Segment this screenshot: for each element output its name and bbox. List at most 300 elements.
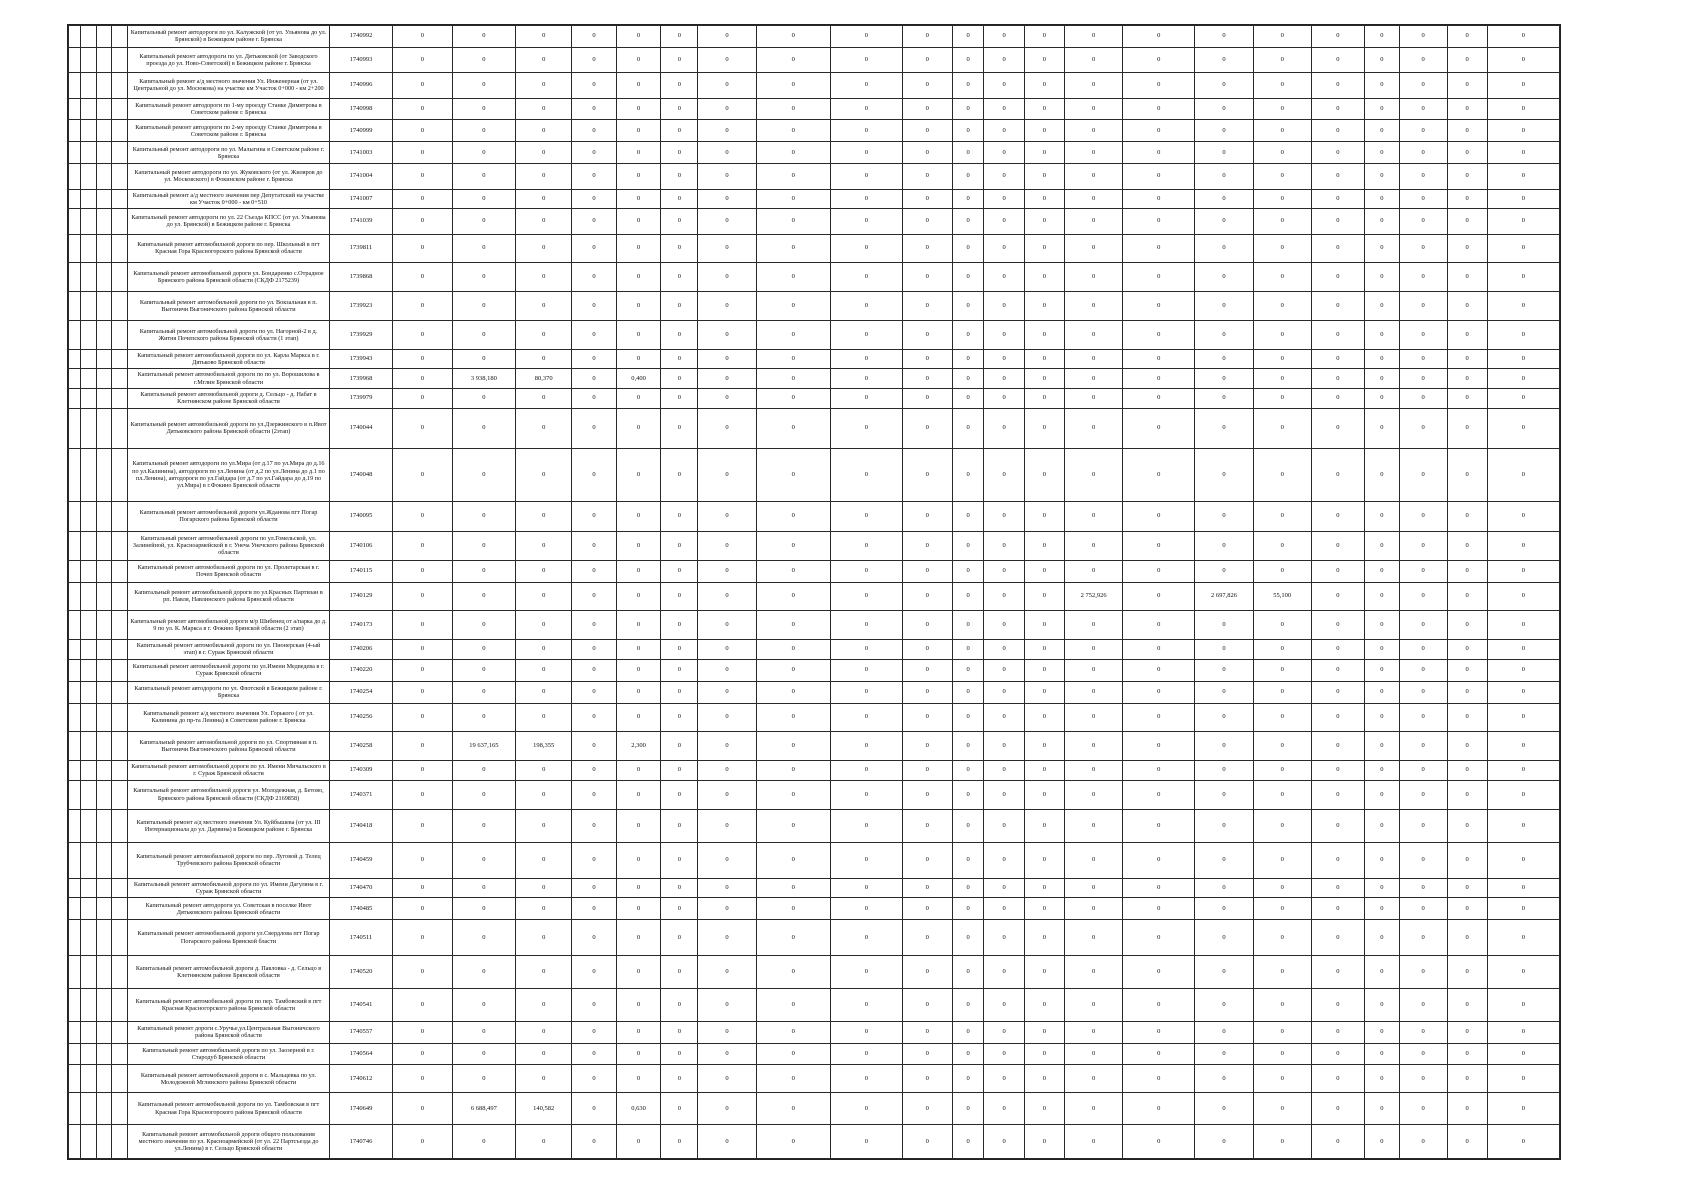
value-cell: 0 xyxy=(902,531,952,560)
value-cell: 0 xyxy=(616,189,661,209)
value-cell: 0 xyxy=(984,640,1024,660)
value-cell: 0 xyxy=(1024,1093,1064,1125)
value-cell: 0 xyxy=(1064,898,1122,920)
blank-cell xyxy=(80,189,96,209)
value-cell: 0 xyxy=(516,843,572,879)
blank-cell xyxy=(112,142,128,164)
value-cell: 0 xyxy=(661,681,698,703)
value-cell: 0 xyxy=(1253,843,1311,879)
value-cell: 0 xyxy=(1399,898,1447,920)
value-cell: 0 xyxy=(756,120,830,142)
table-row xyxy=(69,582,1560,611)
blank-cell xyxy=(80,703,96,732)
value-cell: 0 xyxy=(830,611,902,640)
value-cell: 0 xyxy=(1195,47,1253,72)
value-cell: 0 xyxy=(952,292,984,321)
value-cell: 0 xyxy=(1311,898,1364,920)
blank-cell xyxy=(80,320,96,349)
value-cell: 0 xyxy=(1064,809,1122,842)
value-cell: 0 xyxy=(984,732,1024,761)
value-cell: 0 xyxy=(1311,955,1364,988)
value-cell: 0 xyxy=(1487,1043,1559,1065)
value-cell: 0 xyxy=(1311,681,1364,703)
value-cell: 0 xyxy=(1364,732,1399,761)
blank-cell xyxy=(69,531,81,560)
value-cell: 0 xyxy=(1311,73,1364,98)
value-cell: 0 xyxy=(572,47,617,72)
blank-cell xyxy=(69,1021,81,1043)
value-cell: 0 xyxy=(1024,26,1064,48)
value-cell: 0 xyxy=(756,780,830,809)
blank-cell xyxy=(96,681,112,703)
value-cell: 0 xyxy=(1195,1065,1253,1093)
value-cell: 0 xyxy=(516,761,572,781)
value-cell: 0 xyxy=(1399,98,1447,120)
value-cell: 0 xyxy=(1364,531,1399,560)
blank-cell xyxy=(96,531,112,560)
value-cell: 0 xyxy=(572,142,617,164)
value-cell: 0 xyxy=(756,234,830,263)
value-cell: 0 xyxy=(452,120,516,142)
value-cell: 0 xyxy=(1364,73,1399,98)
value-cell: 0 xyxy=(952,1021,984,1043)
object-name-cell: Капитальный ремонт автомобильной дороги в с. Мальцевка по ул. Молодежной Мглинского района Брянской области xyxy=(128,1065,329,1093)
table-row xyxy=(69,209,1560,234)
value-cell: 0 xyxy=(902,611,952,640)
value-cell: 0 xyxy=(830,189,902,209)
value-cell: 0 xyxy=(1447,142,1487,164)
value-cell: 0 xyxy=(830,320,902,349)
value-cell: 0 xyxy=(1487,98,1559,120)
value-cell: 0 xyxy=(1447,560,1487,582)
object-code-cell: 1741003 xyxy=(329,142,393,164)
value-cell: 0 xyxy=(616,292,661,321)
value-cell: 0 xyxy=(1024,611,1064,640)
value-cell: 0 xyxy=(393,809,452,842)
value-cell: 0 xyxy=(1253,369,1311,389)
table-row xyxy=(69,349,1560,369)
value-cell: 0 xyxy=(1253,761,1311,781)
value-cell: 0 xyxy=(1487,369,1559,389)
value-cell: 0 xyxy=(1123,878,1195,898)
value-cell: 0 xyxy=(1024,681,1064,703)
value-cell: 0 xyxy=(572,189,617,209)
value-cell: 0 xyxy=(661,1125,698,1159)
value-cell: 0 xyxy=(616,955,661,988)
blank-cell xyxy=(69,448,81,501)
blank-cell xyxy=(112,164,128,189)
value-cell: 0 xyxy=(1487,1093,1559,1125)
value-cell: 0 xyxy=(661,761,698,781)
value-cell: 0 xyxy=(393,1021,452,1043)
value-cell: 0 xyxy=(952,681,984,703)
object-code-cell: 1740511 xyxy=(329,920,393,956)
value-cell: 0 xyxy=(1364,640,1399,660)
table-row xyxy=(69,98,1560,120)
blank-cell xyxy=(96,408,112,448)
value-cell: 0 xyxy=(756,1065,830,1093)
value-cell: 0 xyxy=(1064,388,1122,408)
value-cell: 0 xyxy=(698,1093,756,1125)
value-cell: 0 xyxy=(830,234,902,263)
value-cell: 0 xyxy=(830,142,902,164)
value-cell: 0 xyxy=(698,189,756,209)
value-cell: 0 xyxy=(1195,388,1253,408)
value-cell: 0 xyxy=(393,26,452,48)
object-name-cell: Капитальный ремонт автомобильной дороги по ул. Пролетарская в г. Почеп Брянской области xyxy=(128,560,329,582)
value-cell: 0 xyxy=(516,809,572,842)
value-cell: 0 xyxy=(1487,681,1559,703)
value-cell: 0 xyxy=(452,1125,516,1159)
value-cell: 0 xyxy=(952,640,984,660)
value-cell: 0 xyxy=(830,809,902,842)
blank-cell xyxy=(112,659,128,681)
table-row xyxy=(69,369,1560,389)
table-row xyxy=(69,189,1560,209)
value-cell: 0 xyxy=(902,142,952,164)
blank-cell xyxy=(69,582,81,611)
value-cell: 0 xyxy=(1195,263,1253,292)
value-cell: 0 xyxy=(1399,209,1447,234)
value-cell: 0 xyxy=(698,920,756,956)
value-cell: 0 xyxy=(902,761,952,781)
object-name-cell: Капитальный ремонт автомобильной дороги по по ул. Ворошилова в г.Мглин Брянской области xyxy=(128,369,329,389)
value-cell: 0 xyxy=(1487,703,1559,732)
value-cell: 0 xyxy=(902,898,952,920)
value-cell: 0 xyxy=(1195,732,1253,761)
blank-cell xyxy=(69,659,81,681)
value-cell: 0 xyxy=(1253,292,1311,321)
value-cell: 0 xyxy=(1399,611,1447,640)
value-cell: 0 xyxy=(1399,263,1447,292)
value-cell: 0 xyxy=(661,878,698,898)
value-cell: 0 xyxy=(756,388,830,408)
value-cell: 0 xyxy=(1123,611,1195,640)
value-cell: 0 xyxy=(661,73,698,98)
value-cell: 0 xyxy=(1064,878,1122,898)
value-cell: 0 xyxy=(616,1125,661,1159)
value-cell: 0 xyxy=(1487,659,1559,681)
value-cell: 0 xyxy=(830,560,902,582)
value-cell: 0 xyxy=(830,878,902,898)
value-cell: 0 xyxy=(952,1093,984,1125)
value-cell: 0 xyxy=(1311,878,1364,898)
blank-cell xyxy=(96,1021,112,1043)
blank-cell xyxy=(69,320,81,349)
value-cell: 0 xyxy=(661,349,698,369)
value-cell: 0 xyxy=(616,448,661,501)
value-cell: 0 xyxy=(756,703,830,732)
value-cell: 0 xyxy=(1253,809,1311,842)
value-cell: 0 xyxy=(1195,920,1253,956)
value-cell: 0 xyxy=(698,531,756,560)
value-cell: 0 xyxy=(1064,531,1122,560)
value-cell: 0 xyxy=(902,1125,952,1159)
value-cell: 0 xyxy=(1447,234,1487,263)
value-cell: 0 xyxy=(1195,209,1253,234)
value-cell: 0 xyxy=(1024,1021,1064,1043)
value-cell: 0 xyxy=(952,448,984,501)
value-cell: 0 xyxy=(1399,732,1447,761)
blank-cell xyxy=(96,120,112,142)
value-cell: 0 xyxy=(1311,989,1364,1021)
value-cell: 0 xyxy=(1487,189,1559,209)
value-cell: 0 xyxy=(830,448,902,501)
blank-cell xyxy=(80,531,96,560)
object-name-cell: Капитальный ремонт автодороги по ул.Мира (от д.17 по ул.Мира до д.16 по ул.Калинина), автодороги по ул.Ленина (от д.2 по ул.Ленина до д.1 по пл.Ленина), автодороги по ул.Гайдара (от д.7 по ул.Гайдара до д.19 по ул.Мира) в г.Фокино Брянской области xyxy=(128,448,329,501)
blank-cell xyxy=(80,1021,96,1043)
value-cell: 0 xyxy=(572,659,617,681)
value-cell: 0 xyxy=(516,780,572,809)
value-cell: 0 xyxy=(1253,989,1311,1021)
value-cell: 0 xyxy=(756,732,830,761)
value-cell: 0 xyxy=(1447,989,1487,1021)
blank-cell xyxy=(80,898,96,920)
blank-cell xyxy=(69,1065,81,1093)
value-cell: 0 xyxy=(984,388,1024,408)
value-cell: 0 xyxy=(661,1065,698,1093)
table-row xyxy=(69,408,1560,448)
value-cell: 0 xyxy=(698,408,756,448)
value-cell: 0 xyxy=(1399,1093,1447,1125)
value-cell: 0 xyxy=(1399,640,1447,660)
value-cell: 0 xyxy=(572,732,617,761)
value-cell: 0 xyxy=(830,681,902,703)
value-cell: 0 xyxy=(661,780,698,809)
value-cell: 0 xyxy=(984,1093,1024,1125)
value-cell: 0 xyxy=(1123,560,1195,582)
value-cell: 0 xyxy=(572,164,617,189)
value-cell: 0 xyxy=(1487,640,1559,660)
value-cell: 0 xyxy=(452,843,516,879)
value-cell: 0 xyxy=(572,611,617,640)
value-cell: 0 xyxy=(902,659,952,681)
blank-cell xyxy=(96,98,112,120)
value-cell: 0 xyxy=(393,263,452,292)
blank-cell xyxy=(96,388,112,408)
value-cell: 0 xyxy=(1447,611,1487,640)
value-cell: 6 688,497 xyxy=(452,1093,516,1125)
table-row xyxy=(69,703,1560,732)
blank-cell xyxy=(96,780,112,809)
value-cell: 0 xyxy=(1447,809,1487,842)
blank-cell xyxy=(96,989,112,1021)
value-cell: 0 xyxy=(1399,1043,1447,1065)
value-cell: 0 xyxy=(1123,142,1195,164)
blank-cell xyxy=(80,448,96,501)
blank-cell xyxy=(112,349,128,369)
value-cell: 0 xyxy=(1364,560,1399,582)
blank-cell xyxy=(80,26,96,48)
value-cell: 0 xyxy=(616,681,661,703)
value-cell: 0 xyxy=(952,611,984,640)
value-cell: 0 xyxy=(452,448,516,501)
blank-cell xyxy=(112,73,128,98)
value-cell: 0 xyxy=(952,26,984,48)
blank-cell xyxy=(69,611,81,640)
value-cell: 0 xyxy=(1311,448,1364,501)
value-cell: 0 xyxy=(902,120,952,142)
blank-cell xyxy=(96,659,112,681)
value-cell: 0 xyxy=(572,234,617,263)
value-cell: 0 xyxy=(452,989,516,1021)
value-cell: 0 xyxy=(952,164,984,189)
value-cell: 0 xyxy=(1399,1021,1447,1043)
blank-cell xyxy=(96,263,112,292)
value-cell: 0 xyxy=(572,1065,617,1093)
value-cell: 0 xyxy=(1364,448,1399,501)
value-cell: 0 xyxy=(698,898,756,920)
value-cell: 0 xyxy=(1253,1043,1311,1065)
value-cell: 0 xyxy=(661,120,698,142)
value-cell: 0 xyxy=(393,349,452,369)
value-cell: 0 xyxy=(1123,989,1195,1021)
value-cell: 0 xyxy=(698,263,756,292)
object-code-cell: 1740309 xyxy=(329,761,393,781)
value-cell: 0 xyxy=(516,659,572,681)
blank-cell xyxy=(96,898,112,920)
value-cell: 0 xyxy=(1123,47,1195,72)
value-cell: 0 xyxy=(1311,292,1364,321)
value-cell: 0 xyxy=(661,26,698,48)
blank-cell xyxy=(80,120,96,142)
value-cell: 0 xyxy=(1253,703,1311,732)
value-cell: 0 xyxy=(1487,732,1559,761)
value-cell: 0 xyxy=(1064,209,1122,234)
blank-cell xyxy=(112,320,128,349)
blank-cell xyxy=(80,142,96,164)
value-cell: 0 xyxy=(1024,142,1064,164)
blank-cell xyxy=(69,408,81,448)
value-cell: 0 xyxy=(1399,234,1447,263)
blank-cell xyxy=(69,780,81,809)
value-cell: 0 xyxy=(452,878,516,898)
value-cell: 0 xyxy=(1123,26,1195,48)
value-cell: 0 xyxy=(1195,955,1253,988)
value-cell: 0 xyxy=(1447,1065,1487,1093)
table-row xyxy=(69,640,1560,660)
object-code-cell: 1739929 xyxy=(329,320,393,349)
value-cell: 0 xyxy=(698,98,756,120)
value-cell: 0 xyxy=(393,120,452,142)
value-cell: 0 xyxy=(1253,26,1311,48)
value-cell: 0 xyxy=(1123,209,1195,234)
value-cell: 0 xyxy=(756,142,830,164)
value-cell: 0 xyxy=(1447,189,1487,209)
value-cell: 0 xyxy=(516,189,572,209)
value-cell: 0 xyxy=(452,809,516,842)
value-cell: 0 xyxy=(1195,98,1253,120)
value-cell: 0 xyxy=(1064,611,1122,640)
value-cell: 0 xyxy=(698,560,756,582)
value-cell: 0 xyxy=(902,164,952,189)
blank-cell xyxy=(69,209,81,234)
value-cell: 0 xyxy=(661,560,698,582)
value-cell: 0 xyxy=(1024,47,1064,72)
value-cell: 0 xyxy=(1311,120,1364,142)
value-cell: 0 xyxy=(516,209,572,234)
value-cell: 0 xyxy=(902,780,952,809)
value-cell: 0 xyxy=(1364,955,1399,988)
value-cell: 0 xyxy=(1024,189,1064,209)
value-cell: 0 xyxy=(1064,263,1122,292)
value-cell: 0 xyxy=(1253,320,1311,349)
object-code-cell: 1740999 xyxy=(329,120,393,142)
value-cell: 0 xyxy=(1024,1065,1064,1093)
value-cell: 0 xyxy=(1024,292,1064,321)
blank-cell xyxy=(80,73,96,98)
value-cell: 0 xyxy=(393,189,452,209)
value-cell: 0 xyxy=(984,761,1024,781)
value-cell: 0 xyxy=(1311,1065,1364,1093)
value-cell: 0 xyxy=(572,531,617,560)
blank-cell xyxy=(112,843,128,879)
value-cell: 0 xyxy=(1447,73,1487,98)
value-cell: 0 xyxy=(984,209,1024,234)
value-cell: 0 xyxy=(1311,1125,1364,1159)
value-cell: 0 xyxy=(1253,878,1311,898)
value-cell: 0 xyxy=(902,989,952,1021)
value-cell: 19 637,165 xyxy=(452,732,516,761)
value-cell: 0 xyxy=(1024,349,1064,369)
value-cell: 0 xyxy=(1253,898,1311,920)
value-cell: 0 xyxy=(830,1043,902,1065)
value-cell: 0 xyxy=(902,26,952,48)
table-row xyxy=(69,681,1560,703)
value-cell: 0 xyxy=(952,1065,984,1093)
value-cell: 0 xyxy=(1447,920,1487,956)
value-cell: 0 xyxy=(1399,448,1447,501)
value-cell: 0 xyxy=(1399,189,1447,209)
blank-cell xyxy=(69,120,81,142)
value-cell: 0 xyxy=(902,292,952,321)
value-cell: 0 xyxy=(952,349,984,369)
value-cell: 0 xyxy=(698,120,756,142)
value-cell: 0 xyxy=(516,640,572,660)
value-cell: 0 xyxy=(1123,582,1195,611)
value-cell: 0 xyxy=(984,47,1024,72)
value-cell: 0 xyxy=(1311,189,1364,209)
value-cell: 0 xyxy=(661,292,698,321)
table-row xyxy=(69,388,1560,408)
value-cell: 0 xyxy=(393,142,452,164)
value-cell: 0 xyxy=(572,843,617,879)
blank-cell xyxy=(112,189,128,209)
table-row xyxy=(69,611,1560,640)
value-cell: 0 xyxy=(1064,560,1122,582)
value-cell: 0 xyxy=(1311,349,1364,369)
value-cell: 0 xyxy=(830,640,902,660)
value-cell: 0 xyxy=(1447,408,1487,448)
value-cell: 0,400 xyxy=(616,369,661,389)
value-cell: 0 xyxy=(984,898,1024,920)
value-cell: 0 xyxy=(984,989,1024,1021)
value-cell: 0 xyxy=(661,164,698,189)
value-cell: 0 xyxy=(616,388,661,408)
blank-cell xyxy=(69,1093,81,1125)
value-cell: 0 xyxy=(1064,955,1122,988)
value-cell: 0 xyxy=(1024,531,1064,560)
blank-cell xyxy=(112,809,128,842)
value-cell: 0 xyxy=(1447,369,1487,389)
value-cell: 0 xyxy=(1487,560,1559,582)
value-cell: 0 xyxy=(1253,1125,1311,1159)
value-cell: 0 xyxy=(516,320,572,349)
value-cell: 0 xyxy=(1399,780,1447,809)
value-cell: 0 xyxy=(1064,408,1122,448)
value-cell: 0 xyxy=(1399,501,1447,531)
object-name-cell: Капитальный ремонт автомобильной дороги по ул. Нагорной-2 в д. Житня Почепского района Брянской области (1 этап) xyxy=(128,320,329,349)
